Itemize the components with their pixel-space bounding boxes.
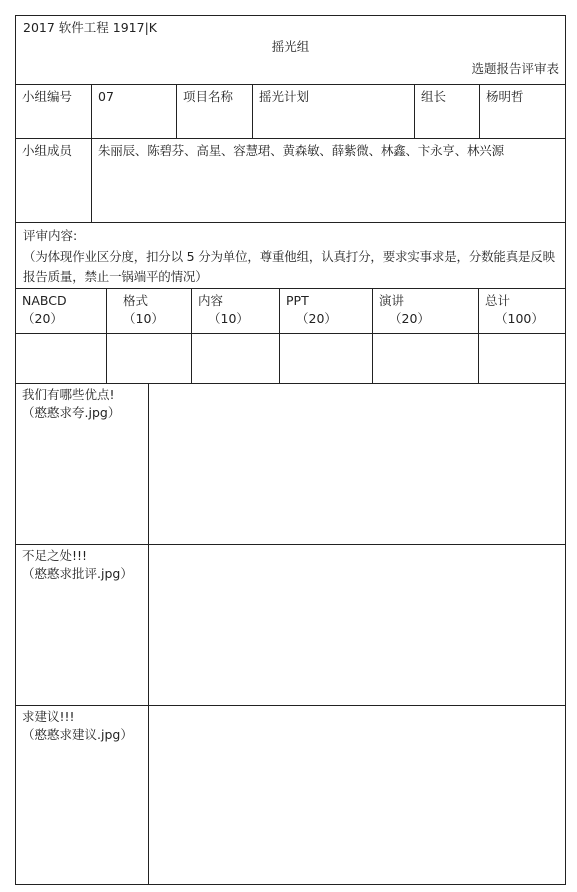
score-col-speech: 演讲 （20） xyxy=(372,289,478,333)
members-value: 朱丽辰、陈碧芬、高星、容慧珺、黄森敏、薛紫微、林鑫、卞永亨、林兴源 xyxy=(91,139,565,222)
review-content-title: 评审内容: xyxy=(23,228,78,243)
group-id-label: 小组编号 xyxy=(22,89,73,104)
strengths-label xyxy=(16,384,148,544)
project-name-value: 摇光计划 xyxy=(252,85,414,138)
form-header xyxy=(16,16,565,85)
weaknesses-row xyxy=(16,545,565,706)
suggestions-hint: （憨憨求建议.jpg） xyxy=(22,727,133,742)
score-col-ppt: PPT （20） xyxy=(279,289,372,333)
score-input-format[interactable] xyxy=(106,334,191,383)
suggestions-title: 求建议!!! xyxy=(22,709,75,724)
weaknesses-label xyxy=(16,545,148,705)
leader-label: 组长 xyxy=(414,85,479,138)
strengths-row xyxy=(16,384,565,545)
strengths-hint: （憨憨求夸.jpg） xyxy=(22,405,121,420)
score-value-row xyxy=(16,334,565,384)
group-info-row xyxy=(16,85,565,139)
score-col-total: 总计 （100） xyxy=(478,289,565,333)
team-name: 摇光组 xyxy=(271,39,310,54)
score-input-content[interactable] xyxy=(191,334,279,383)
weaknesses-title: 不足之处!!! xyxy=(22,548,88,563)
form-title: 选题报告评审表 xyxy=(471,61,559,76)
leader-value: 杨明哲 xyxy=(479,85,565,138)
weaknesses-hint: （憨憨求批评.jpg） xyxy=(22,566,133,581)
review-content-note: （为体现作业区分度，扣分以 5 分为单位，尊重他组，认真打分，要求实事求是，分数能真是反映报告质量，禁止一锅端平的情况） xyxy=(23,249,555,284)
class-name: 2017 软件工程 1917|K xyxy=(23,20,157,35)
score-input-nabcd[interactable] xyxy=(16,334,106,383)
score-input-speech[interactable] xyxy=(372,334,478,383)
suggestions-label xyxy=(16,706,148,884)
group-id-value: 07 xyxy=(91,85,176,138)
review-content-row xyxy=(16,223,565,289)
score-col-format: 格式 （10） xyxy=(106,289,191,333)
weaknesses-content[interactable] xyxy=(148,545,565,705)
score-col-content: 内容 （10） xyxy=(191,289,279,333)
score-input-ppt[interactable] xyxy=(279,334,372,383)
project-name-label: 项目名称 xyxy=(176,85,252,138)
score-header-row xyxy=(16,289,565,334)
suggestions-row xyxy=(16,706,565,884)
members-row xyxy=(16,139,565,223)
review-form xyxy=(15,15,566,885)
members-label: 小组成员 xyxy=(22,143,73,158)
score-input-total[interactable] xyxy=(478,334,565,383)
suggestions-content[interactable] xyxy=(148,706,565,884)
strengths-content[interactable] xyxy=(148,384,565,544)
strengths-title: 我们有哪些优点! xyxy=(22,387,115,402)
score-col-nabcd: NABCD （20） xyxy=(22,293,67,326)
